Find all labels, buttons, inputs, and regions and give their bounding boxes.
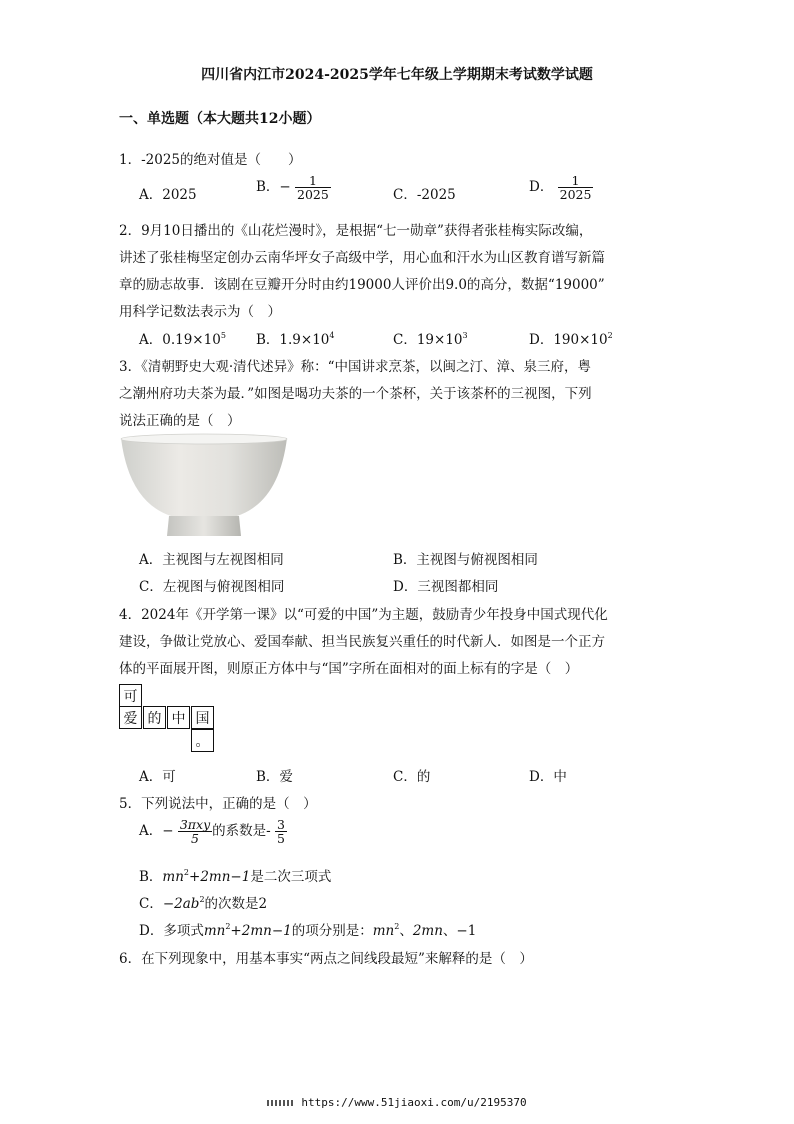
denominator: 2025 — [559, 187, 592, 203]
question-3-line-3: 说法正确的是（ ） — [119, 413, 241, 429]
exponent: 5 — [220, 331, 226, 340]
option-label: C． — [139, 896, 163, 912]
footer-logo-icon — [267, 1100, 295, 1106]
q2-option-c[interactable] — [393, 328, 468, 348]
q5-option-d[interactable] — [139, 919, 476, 939]
numerator: 1 — [558, 174, 594, 188]
math-expr: mn — [162, 869, 184, 885]
q4-option-c[interactable]: C．的 — [393, 769, 431, 785]
math-expr: 2mn — [412, 923, 443, 939]
q1-option-b[interactable] — [256, 174, 331, 201]
option-value: 2025 — [162, 187, 197, 203]
option-label: C． — [393, 332, 417, 348]
option-value: 190×10 — [553, 332, 608, 348]
question-1-stem: 1．-2025的绝对值是（ ） — [119, 152, 302, 168]
q3-option-c[interactable]: C．左视图与俯视图相同 — [139, 579, 285, 595]
document-title: 四川省内江市2024-2025学年七年级上学期期末考试数学试题 — [201, 67, 593, 83]
question-5-stem: 5．下列说法中，正确的是（ ） — [119, 796, 317, 812]
q1-option-a[interactable] — [139, 183, 197, 203]
separator: 、 — [399, 923, 413, 939]
net-cell-zhong: 中 — [167, 706, 190, 729]
math-expr: mn — [372, 923, 395, 939]
option-label: B． — [256, 332, 280, 348]
q2-option-d[interactable] — [529, 328, 613, 348]
q4-option-b[interactable]: B．爱 — [256, 769, 293, 785]
net-cell-period: 。 — [191, 729, 214, 752]
question-3-line-2: 之潮州府功夫茶为最．”如图是喝功夫茶的一个茶杯，关于该茶杯的三视图，下列 — [119, 386, 592, 402]
footer-link-text: https://www.51jiaoxi.com/u/2195370 — [301, 1096, 527, 1109]
minus-sign: - — [266, 823, 271, 840]
numerator: 3 — [277, 817, 285, 832]
option-text: 多项式 — [163, 923, 204, 939]
exponent: 2 — [394, 922, 400, 931]
option-label: D． — [529, 179, 554, 196]
exponent: 2 — [199, 895, 205, 904]
option-text: 的次数是2 — [204, 896, 268, 912]
q3-option-a[interactable]: A．主视图与左视图相同 — [139, 552, 284, 568]
q5-option-a[interactable] — [139, 818, 287, 845]
option-value: 1.9×10 — [279, 332, 330, 348]
option-label: D． — [139, 923, 164, 939]
q2-option-a[interactable] — [139, 328, 226, 348]
q5-option-c[interactable] — [139, 892, 267, 912]
option-text: 的系数是 — [212, 823, 267, 840]
question-4-line-2: 建设，争做让党放心、爱国奉献、担当民族复兴重任的时代新人．如图是一个正方 — [119, 634, 605, 650]
question-2-line-3: 章的励志故事．该剧在豆瓣开分时由约19000人评价出9.0的高分，数据“19000” — [119, 277, 605, 293]
exponent: 2 — [183, 868, 190, 877]
question-6-stem: 6．在下列现象中，用基本事实“两点之间线段最短”来解释的是（ ） — [119, 951, 533, 967]
minus-sign: − — [162, 823, 174, 840]
q1-option-d[interactable] — [529, 174, 593, 201]
q4-option-d[interactable]: D．中 — [529, 769, 567, 785]
q5-option-b[interactable] — [139, 865, 331, 885]
footer-url[interactable] — [0, 1096, 794, 1109]
exponent: 4 — [329, 331, 335, 340]
q1-option-c[interactable] — [393, 183, 456, 203]
option-label: B． — [139, 869, 163, 885]
question-3-line-1: 3．《清朝野史大观·清代述异》称：“中国讲求烹茶，以闽之汀、漳、泉三府，粤 — [119, 359, 592, 375]
option-value: -2025 — [416, 187, 456, 203]
q4-option-a[interactable]: A．可 — [139, 769, 176, 785]
math-expr: +2mn−1 — [230, 923, 292, 939]
net-cell-ai: 爱 — [119, 706, 142, 729]
math-expr: −2ab — [162, 896, 200, 912]
question-4-line-1: 4．2024年《开学第一课》以“可爱的中国”为主题，鼓励青少年投身中国式现代化 — [119, 607, 608, 623]
exponent: 2 — [225, 922, 231, 931]
option-label: A． — [139, 823, 163, 840]
option-value: 0.19×10 — [162, 332, 221, 348]
q3-option-b[interactable]: B．主视图与俯视图相同 — [393, 552, 538, 568]
question-4-line-3: 体的平面展开图，则原正方体中与“国”字所在面相对的面上标有的字是（ ） — [119, 661, 579, 677]
question-2-line-1: 2．9月10日播出的《山花烂漫时》，是根据“七一勋章”获得者张桂梅实际改编， — [119, 223, 593, 239]
net-cell-ke: 可 — [119, 684, 142, 707]
fraction — [295, 174, 331, 201]
numerator: 1 — [295, 174, 331, 188]
question-2-line-2: 讲述了张桂梅坚定创办云南华坪女子高级中学，用心血和汗水为山区教育谱写新篇 — [119, 250, 605, 266]
net-cell-de: 的 — [143, 706, 166, 729]
option-label: A． — [139, 187, 163, 203]
option-value: 19×10 — [416, 332, 463, 348]
fraction — [275, 818, 287, 845]
option-label: D． — [529, 332, 554, 348]
numerator: 3πxy — [179, 817, 211, 832]
math-expr: −1 — [456, 923, 477, 939]
exponent: 3 — [462, 331, 468, 340]
math-expr: mn — [203, 923, 226, 939]
tea-cup-image — [119, 432, 289, 540]
denominator: 2025 — [297, 187, 329, 203]
q2-option-b[interactable] — [256, 328, 334, 348]
option-label: B． — [256, 179, 280, 196]
denominator: 5 — [191, 831, 199, 847]
q3-option-d[interactable]: D．三视图都相同 — [393, 579, 499, 595]
denominator: 5 — [277, 831, 285, 847]
option-text: 的项分别是： — [291, 923, 373, 939]
option-label: A． — [139, 332, 163, 348]
separator: 、 — [442, 923, 457, 939]
section-heading: 一、单选题（本大题共12小题） — [119, 111, 321, 127]
fraction — [558, 174, 594, 201]
math-expr: +2mn−1 — [189, 869, 251, 885]
question-2-line-4: 用科学记数法表示为（ ） — [119, 304, 281, 320]
fraction — [178, 818, 212, 845]
minus-sign: − — [279, 179, 291, 196]
option-label: C． — [393, 187, 417, 203]
exponent: 2 — [607, 331, 613, 340]
net-cell-guo: 国 — [191, 706, 214, 729]
option-text: 是二次三项式 — [250, 869, 332, 885]
